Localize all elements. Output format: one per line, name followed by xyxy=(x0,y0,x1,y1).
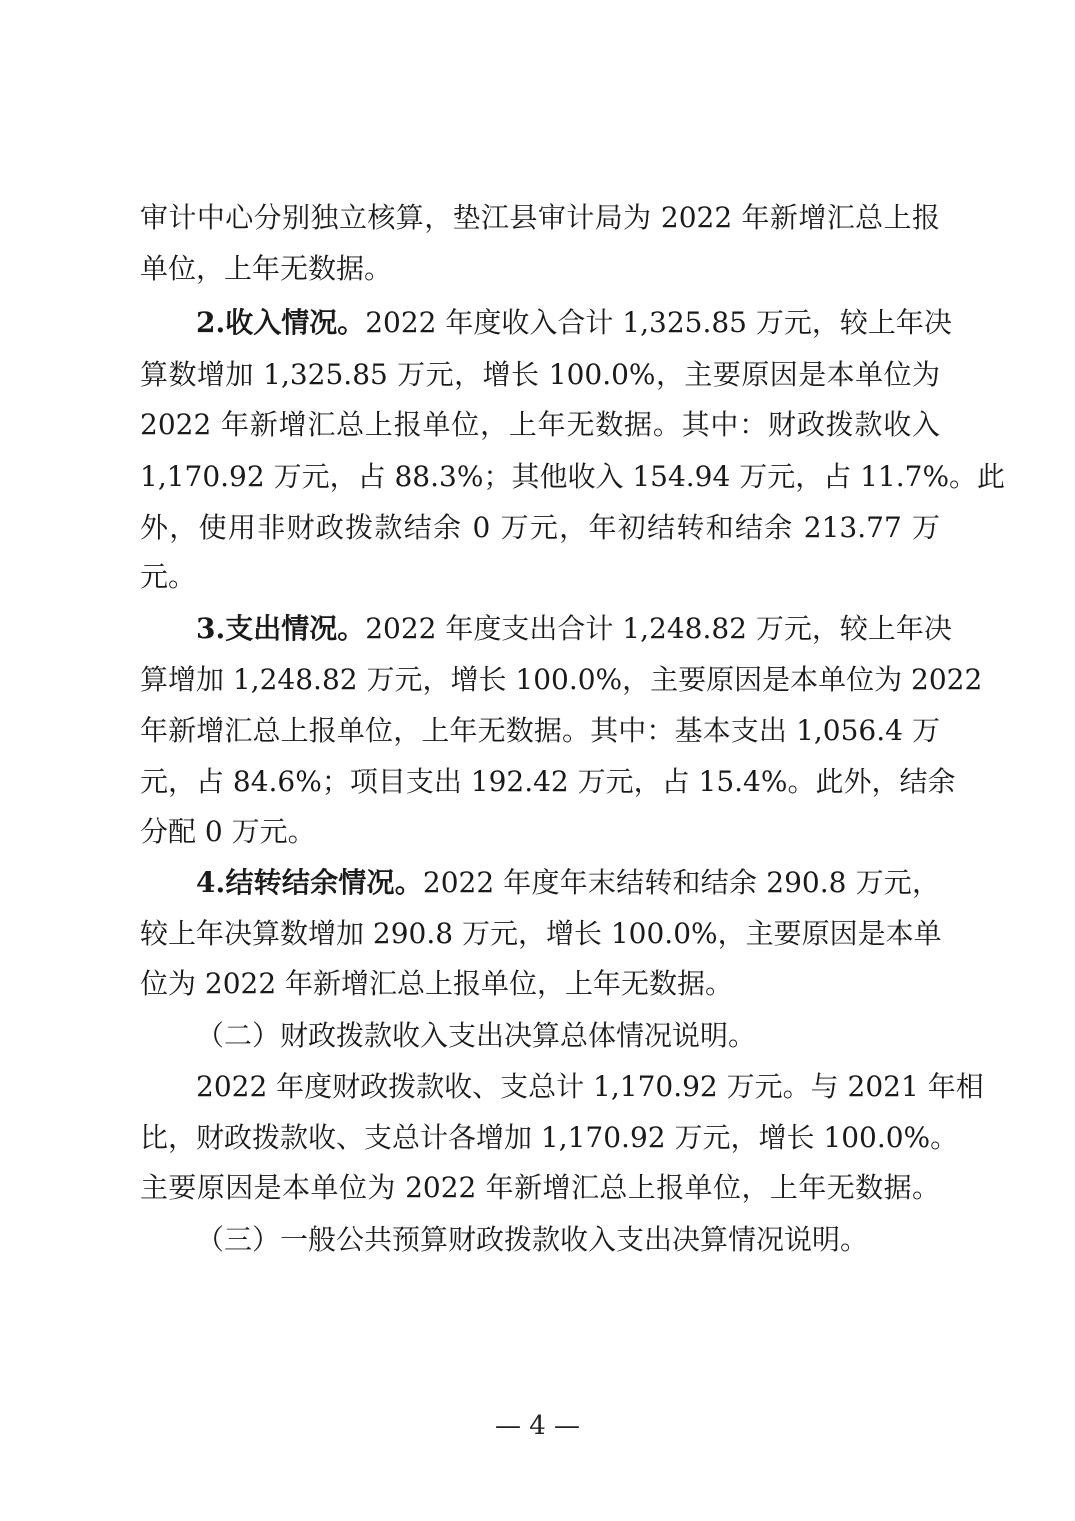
line-text: 年新增汇总上报单位，上年无数据。其中：基本支出 1,056.4 万 xyxy=(140,714,940,747)
line-text: （三）一般公共预算财政拨款收入支出决算情况说明。 xyxy=(196,1223,869,1256)
line-text: （二）财政拨款收入支出决算总体情况说明。 xyxy=(196,1019,757,1052)
section-expense-heading-line xyxy=(196,609,952,649)
section-carryover-title: 4.结转结余情况。 xyxy=(196,866,423,899)
subsection-heading-3 xyxy=(196,1220,940,1260)
line-text: 2022 年度支出合计 1,248.82 万元，较上年决 xyxy=(365,612,952,645)
line-text: 算增加 1,248.82 万元，增长 100.0%，主要原因是本单位为 2022 xyxy=(140,663,983,696)
line-text: 算数增加 1,325.85 万元，增长 100.0%，主要原因是本单位为 xyxy=(140,358,940,391)
line-text: 2022 年度财政拨款收、支总计 1,170.92 万元。与 2021 年相 xyxy=(196,1070,984,1103)
body-line xyxy=(140,249,940,289)
line-text: 2022 年新增汇总上报单位，上年无数据。其中：财政拨款收入 xyxy=(140,408,940,441)
body-line xyxy=(140,1168,940,1208)
line-text: 2022 年度收入合计 1,325.85 万元，较上年决 xyxy=(365,306,952,339)
body-line xyxy=(140,711,940,751)
line-text: 元。 xyxy=(140,560,197,593)
line-text: 1,170.92 万元，占 88.3%；其他收入 154.94 万元，占 11.7%。此 xyxy=(140,460,1006,493)
body-line xyxy=(140,557,940,597)
body-line xyxy=(140,508,940,548)
body-line xyxy=(140,812,940,852)
line-text: 单位，上年无数据。 xyxy=(140,252,393,285)
body-line xyxy=(140,914,940,954)
subsection-heading-2 xyxy=(196,1016,940,1056)
body-line xyxy=(140,762,956,802)
line-text: 外，使用非财政拨款结余 0 万元，年初结转和结余 213.77 万 xyxy=(140,511,940,544)
body-line xyxy=(140,964,940,1004)
body-line xyxy=(140,405,940,445)
body-line xyxy=(140,355,940,395)
body-line xyxy=(140,198,940,238)
body-line xyxy=(140,457,1006,497)
line-text: 审计中心分别独立核算，垫江县审计局为 2022 年新增汇总上报 xyxy=(140,201,940,234)
body-line xyxy=(140,660,983,700)
line-text: 主要原因是本单位为 2022 年新增汇总上报单位，上年无数据。 xyxy=(140,1171,940,1204)
line-text: 较上年决算数增加 290.8 万元，增长 100.0%，主要原因是本单 xyxy=(140,917,942,950)
body-line xyxy=(196,1067,984,1107)
line-text: 分配 0 万元。 xyxy=(140,815,316,848)
section-income-heading-line xyxy=(196,303,952,343)
section-expense-title: 3.支出情况。 xyxy=(196,612,366,645)
line-text: 元，占 84.6%；项目支出 192.42 万元，占 15.4%。此外，结余 xyxy=(140,765,956,798)
line-text: 位为 2022 年新增汇总上报单位，上年无数据。 xyxy=(140,967,734,1000)
section-carryover-heading-line xyxy=(196,863,940,903)
line-text: 比，财政拨款收、支总计各增加 1,170.92 万元，增长 100.0%。 xyxy=(140,1121,959,1154)
line-text: 2022 年度年末结转和结余 290.8 万元， xyxy=(422,866,940,899)
page-number: — 4 — xyxy=(494,1411,581,1441)
section-income-title: 2.收入情况。 xyxy=(196,306,366,339)
body-line xyxy=(140,1118,959,1158)
